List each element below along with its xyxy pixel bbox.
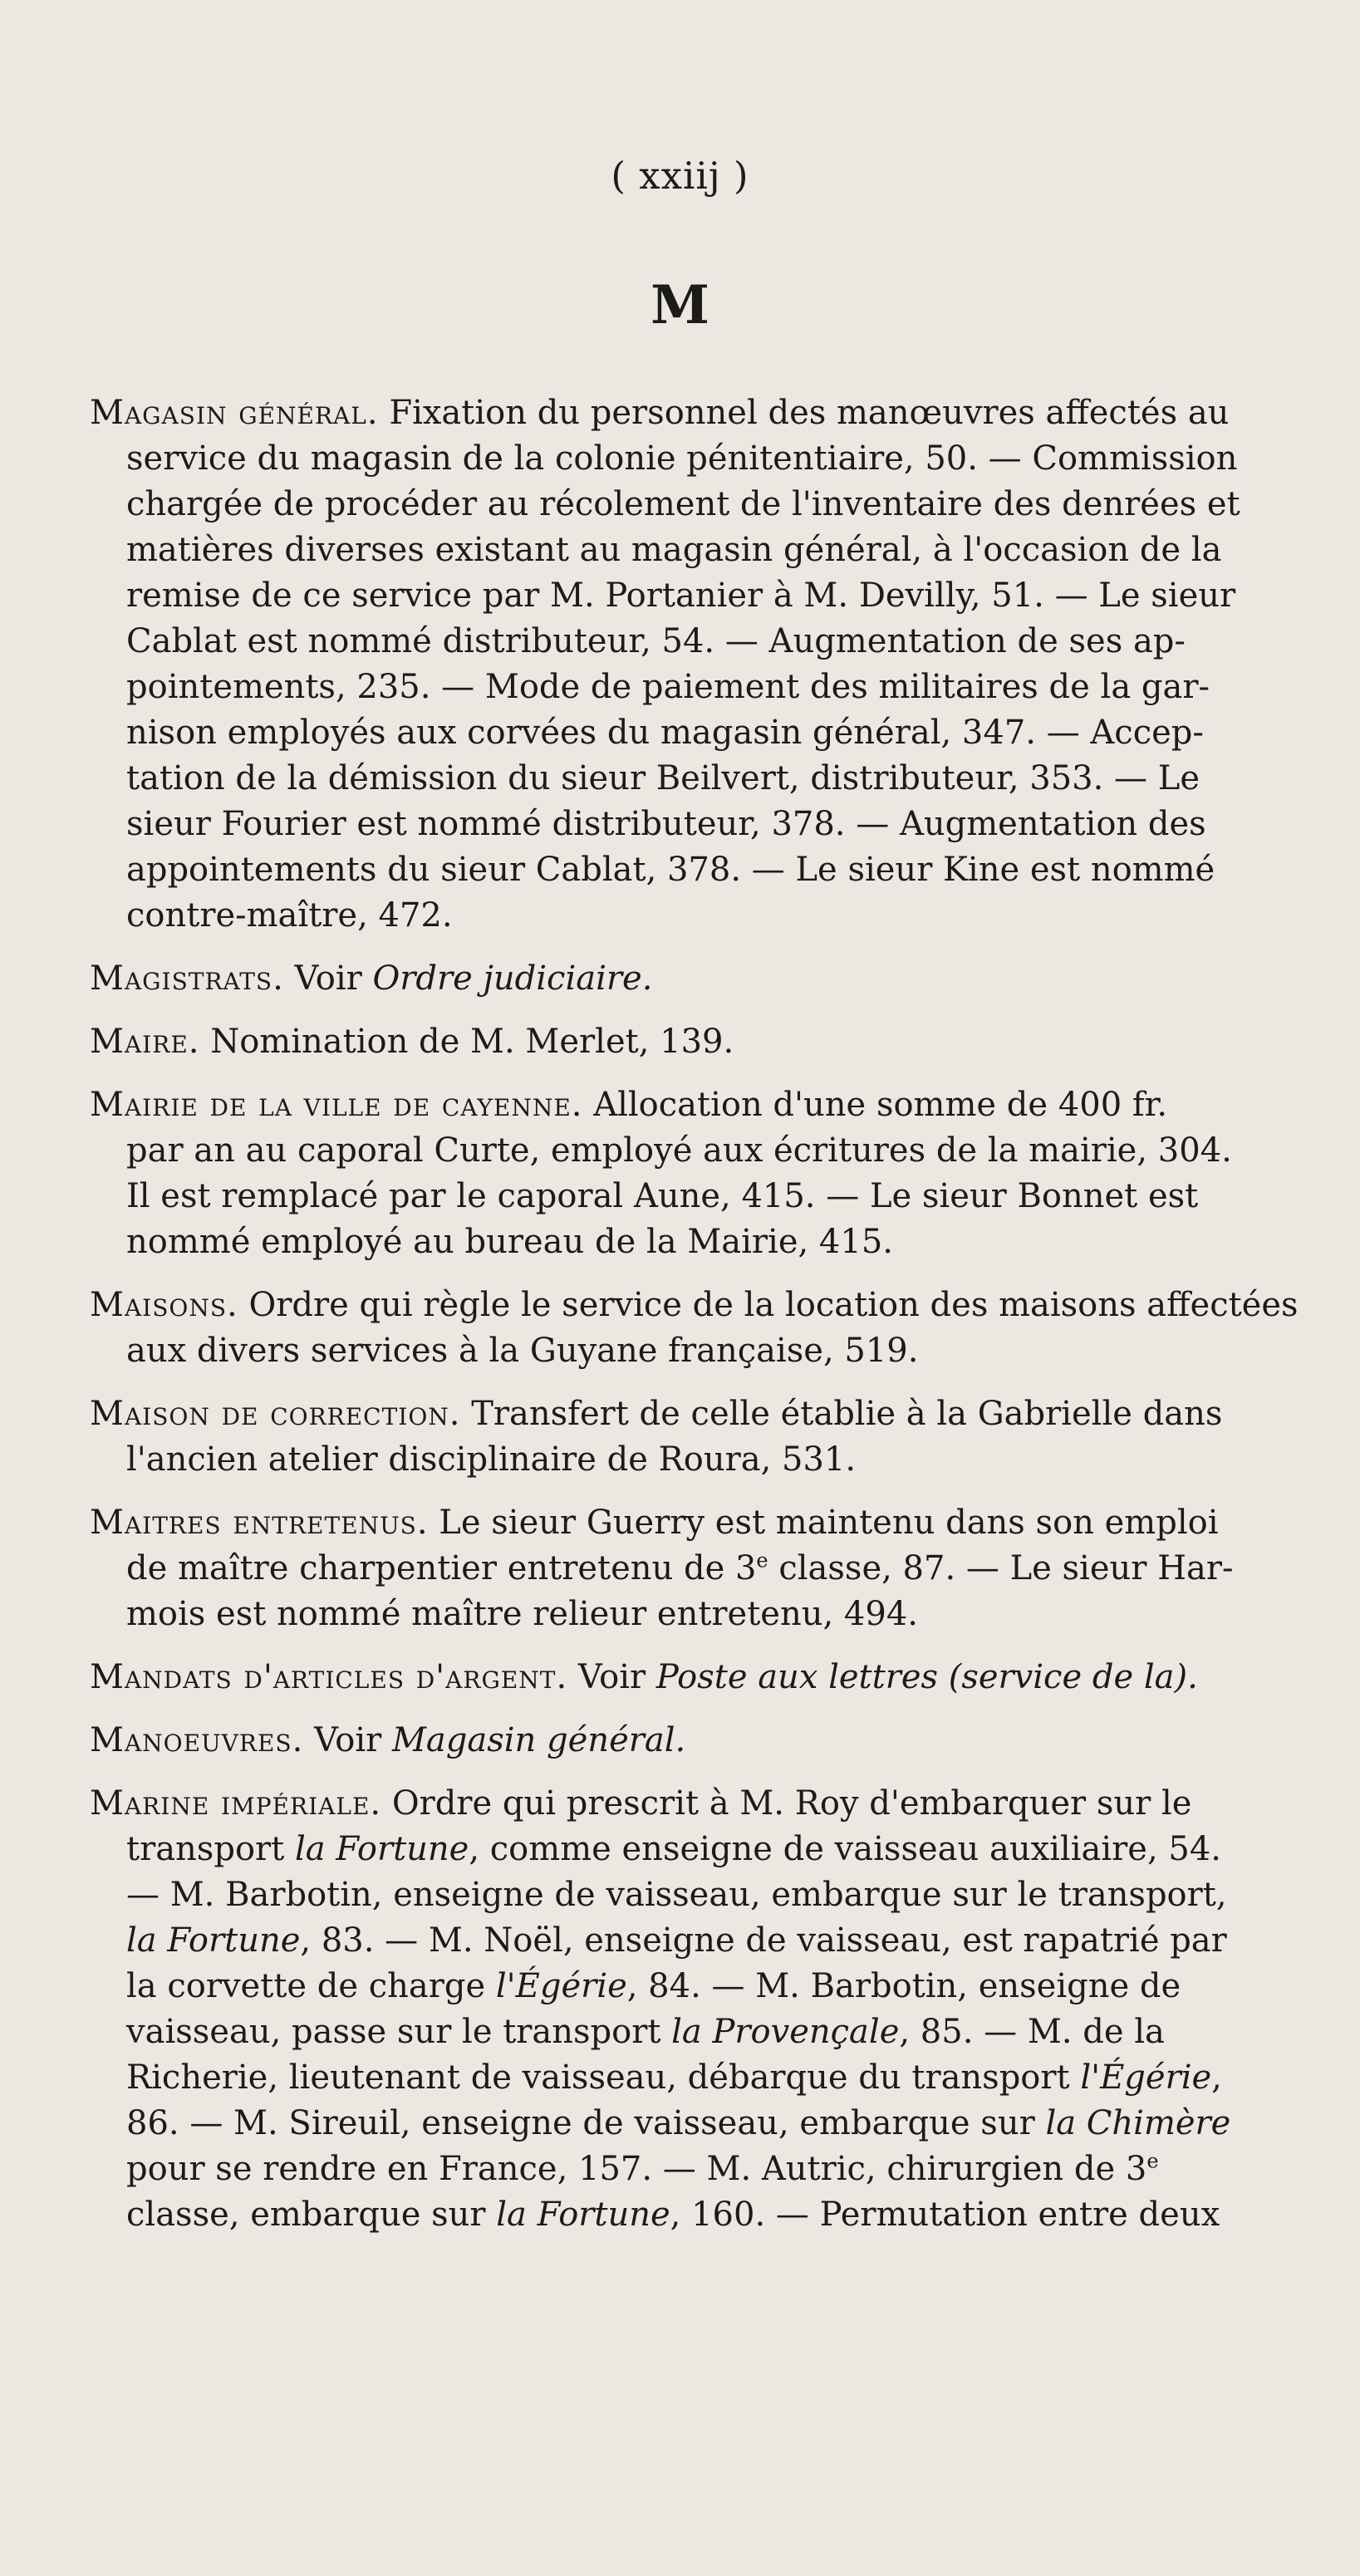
- entry-text: mois est nommé maître relieur entretenu, 494.: [126, 1595, 918, 1633]
- entry-text: 86. — M. Sireuil, enseigne de vaisseau, embarque sur: [126, 2104, 1035, 2142]
- entry-text: appointements du sieur Cablat, 378. — Le sieur Kine est nommé: [126, 851, 1215, 889]
- cross-reference: Magasin général.: [391, 1721, 686, 1759]
- ship-name: la Chimère: [1045, 2104, 1231, 2142]
- entry-text: nommé employé au bureau de la Mairie, 415.: [126, 1223, 893, 1261]
- entry-text: contre-maître, 472.: [126, 896, 453, 935]
- ship-name: la Fortune: [496, 2196, 670, 2234]
- entry-text: Fixation du personnel des manœuvres affectés au: [389, 394, 1230, 432]
- entry-text: pointements, 235. — Mode de paiement des militaires de la gar-: [126, 668, 1210, 706]
- entry-heading: Mandats d'articles d'argent.: [90, 1658, 568, 1696]
- entry-text: tation de la démission du sieur Beilvert, distributeur, 353. — Le: [126, 759, 1200, 797]
- entry-heading: Maitres entretenus.: [90, 1504, 429, 1542]
- entry-text: , 160. — Permutation entre deux: [670, 2196, 1220, 2234]
- cross-reference: Ordre judiciaire.: [372, 959, 653, 998]
- entry-text: sieur Fourier est nommé distributeur, 378. — Augmentation des: [126, 805, 1206, 843]
- index-entry-maire: [90, 1019, 1286, 1065]
- entry-text: matières diverses existant au magasin général, à l'occasion de la: [126, 531, 1222, 569]
- entry-heading: Magistrats.: [90, 959, 284, 998]
- entry-heading: Maire.: [90, 1023, 200, 1061]
- entry-text: Voir: [314, 1721, 382, 1759]
- entry-text: Transfert de celle établie à la Gabrielle dans: [471, 1395, 1223, 1433]
- ship-name: la Provençale: [671, 2013, 900, 2051]
- index-entries: [90, 390, 1299, 2255]
- entry-text: Nomination de M. Merlet, 139.: [210, 1023, 734, 1061]
- entry-heading: Maison de correction.: [90, 1395, 461, 1433]
- entry-text: Il est remplacé par le caporal Aune, 415. — Le sieur Bonnet est: [126, 1177, 1199, 1215]
- entry-text: par an au caporal Curte, employé aux écritures de la mairie, 304.: [126, 1131, 1232, 1170]
- entry-text: ,: [1211, 2058, 1222, 2097]
- entry-text: nison employés aux corvées du magasin général, 347. — Accep-: [126, 714, 1204, 752]
- entry-text: aux divers services à la Guyane française, 519.: [126, 1332, 919, 1370]
- entry-text: Ordre qui prescrit à M. Roy d'embarquer sur le: [391, 1784, 1192, 1823]
- entry-heading: Mairie de la ville de cayenne.: [90, 1086, 583, 1124]
- entry-text: Allocation d'une somme de 400 fr.: [593, 1086, 1168, 1124]
- entry-heading: Magasin général.: [90, 394, 379, 432]
- entry-text: , comme enseigne de vaisseau auxiliaire, 54.: [469, 1830, 1221, 1868]
- ship-name: l'Égérie: [495, 1967, 627, 2005]
- index-entry-maison-de-correction: [90, 1391, 1286, 1483]
- entry-text: service du magasin de la colonie pénitentiaire, 50. — Commission: [126, 439, 1238, 478]
- page-number: ( xxiij ): [611, 154, 749, 198]
- index-entry-magistrats: [90, 956, 1286, 1002]
- entry-text: classe, embarque sur: [126, 2196, 486, 2234]
- index-entry-mairie: [90, 1082, 1286, 1265]
- entry-text: remise de ce service par M. Portanier à M. Devilly, 51. — Le sieur: [126, 577, 1236, 615]
- entry-text: Cablat est nommé distributeur, 54. — Augmentation de ses ap-: [126, 622, 1186, 660]
- index-entry-maisons: [90, 1283, 1299, 1374]
- superscript: e: [756, 1548, 768, 1573]
- entry-heading: Manoeuvres.: [90, 1721, 304, 1759]
- index-entry-manoeuvres: [90, 1718, 1286, 1764]
- ship-name: la Fortune: [294, 1830, 469, 1868]
- entry-text: Voir: [294, 959, 362, 998]
- superscript: e: [1146, 2149, 1159, 2173]
- entry-text: transport: [126, 1830, 285, 1868]
- cross-reference: Poste aux lettres (service de la).: [655, 1658, 1198, 1696]
- entry-text: pour se rendre en France, 157. — M. Autric, chirurgien de 3: [126, 2150, 1147, 2188]
- index-entry-marine-imperiale: [90, 1781, 1286, 2238]
- entry-text: la corvette de charge: [126, 1967, 486, 2005]
- entry-text: Ordre qui règle le service de la location des maisons affectées: [248, 1286, 1299, 1324]
- entry-heading: Maisons.: [90, 1286, 238, 1324]
- entry-text: , 83. — M. Noël, enseigne de vaisseau, est rapatrié par: [300, 1921, 1227, 1960]
- entry-text: — M. Barbotin, enseigne de vaisseau, embarque sur le transport,: [126, 1876, 1227, 1914]
- entry-text: vaisseau, passe sur le transport: [126, 2013, 661, 2051]
- ship-name: la Fortune: [126, 1921, 301, 1960]
- entry-text: classe, 87. — Le sieur Har-: [768, 1549, 1234, 1587]
- entry-text: Le sieur Guerry est maintenu dans son emploi: [439, 1504, 1219, 1542]
- entry-heading: Marine impériale.: [90, 1784, 382, 1823]
- entry-text: Voir: [577, 1658, 646, 1696]
- ship-name: l'Égérie: [1080, 2058, 1212, 2097]
- entry-text: chargée de procéder au récolement de l'inventaire des denrées et: [126, 485, 1240, 523]
- entry-text: l'ancien atelier disciplinaire de Roura, 531.: [126, 1440, 857, 1479]
- section-letter: M: [651, 274, 709, 336]
- entry-text: Richerie, lieutenant de vaisseau, débarque du transport: [126, 2058, 1070, 2097]
- index-entry-mandats: [90, 1655, 1286, 1700]
- entry-text: , 84. — M. Barbotin, enseigne de: [626, 1967, 1181, 2005]
- index-entry-maitres-entretenus: [90, 1500, 1286, 1637]
- entry-text: de maître charpentier entretenu de 3: [126, 1549, 757, 1587]
- index-entry-magasin-general: [90, 390, 1286, 939]
- entry-text: , 85. — M. de la: [899, 2013, 1165, 2051]
